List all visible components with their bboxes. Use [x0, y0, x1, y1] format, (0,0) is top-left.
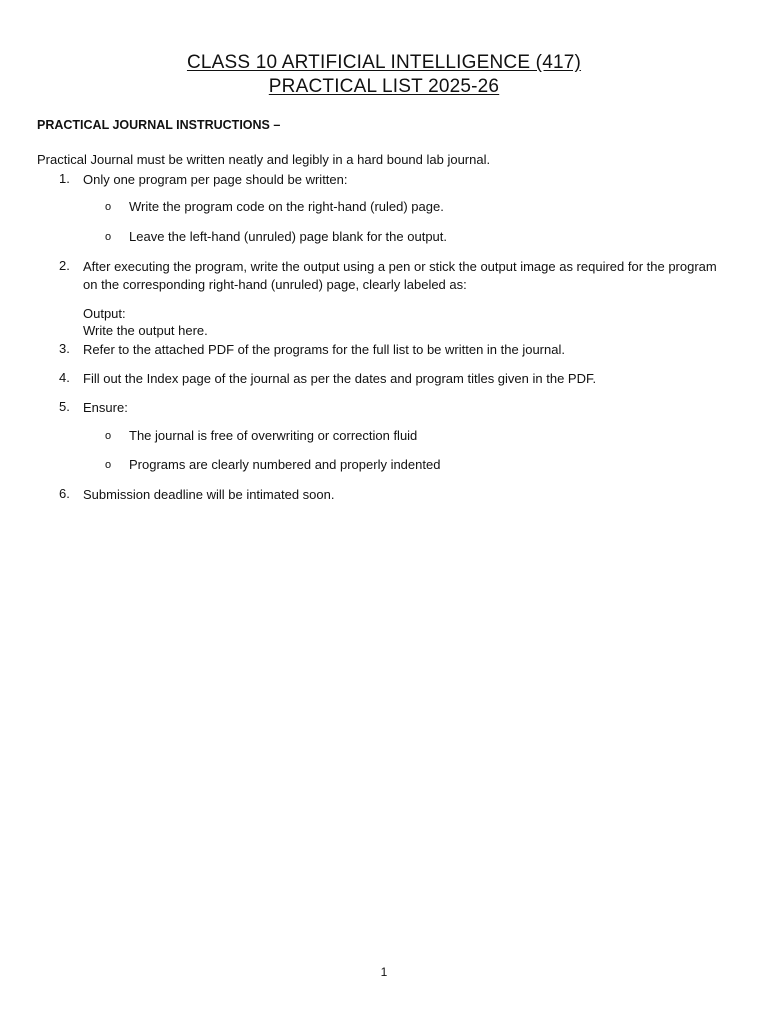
item-4-number: 4. [59, 370, 70, 385]
item-1-sub-2-text: Leave the left-hand (unruled) page blank for the output. [129, 229, 447, 244]
item-2-text: After executing the program, write the output using a pen or stick the output image as required for the program on the corresponding right-hand (unruled) page, clearly labeled as: [83, 259, 717, 292]
item-2-output-label: Output: [83, 306, 126, 321]
item-1-sub-1-text: Write the program code on the right-hand (ruled) page. [129, 199, 444, 214]
item-3-text: Refer to the attached PDF of the programs for the full list to be written in the journal. [83, 342, 565, 357]
item-4-text: Fill out the Index page of the journal as per the dates and program titles given in the PDF. [83, 371, 597, 386]
item-1-sub-2-bullet: o [105, 231, 112, 243]
item-5-sub-2-bullet: o [105, 459, 112, 471]
item-3-number: 3. [59, 341, 70, 356]
item-5-sub-1-bullet: o [105, 430, 112, 442]
item-1-sub-1-bullet: o [105, 201, 112, 213]
instructions-heading: PRACTICAL JOURNAL INSTRUCTIONS – [37, 118, 281, 132]
item-5-text: Ensure: [83, 400, 128, 415]
item-6-number: 6. [59, 486, 70, 501]
title-line-1: CLASS 10 ARTIFICIAL INTELLIGENCE (417) [186, 52, 582, 73]
item-1-text: Only one program per page should be written: [83, 172, 348, 187]
title-line-2: PRACTICAL LIST 2025-26 [268, 76, 500, 97]
item-5-sub-2-text: Programs are clearly numbered and properly indented [129, 457, 441, 472]
page-number: 1 [380, 965, 388, 979]
item-1-number: 1. [59, 171, 70, 186]
item-2-number: 2. [59, 258, 70, 273]
item-5-sub-1-text: The journal is free of overwriting or correction fluid [129, 428, 418, 443]
item-2-output-note: Write the output here. [83, 323, 208, 338]
item-5-number: 5. [59, 399, 70, 414]
item-6-text: Submission deadline will be intimated soon. [83, 487, 335, 502]
intro-paragraph: Practical Journal must be written neatly and legibly in a hard bound lab journal. [37, 152, 491, 167]
